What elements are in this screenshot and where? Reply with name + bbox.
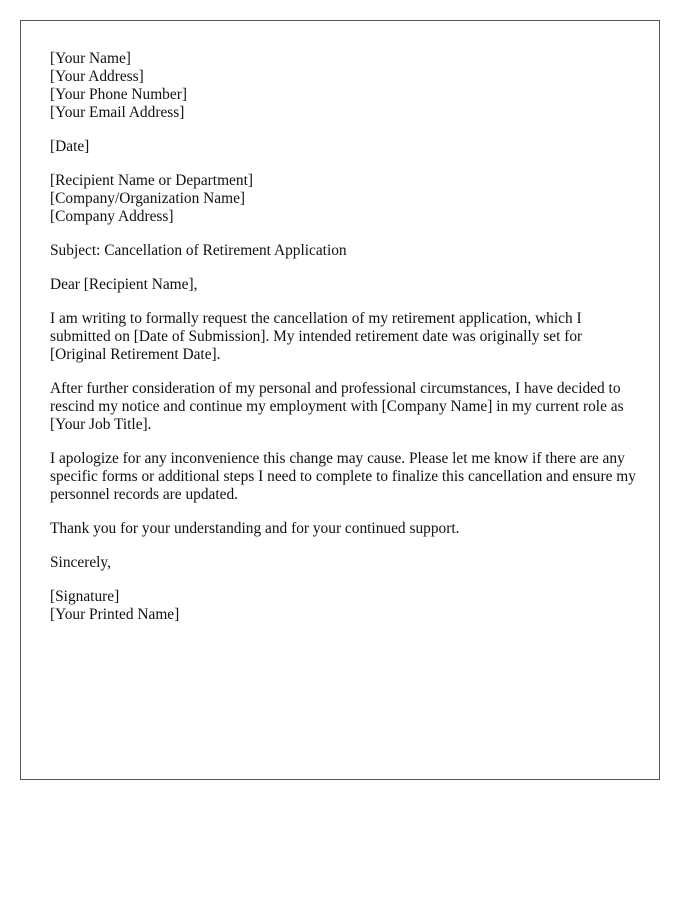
letter-body <box>50 50 640 640</box>
printed-name: [Your Printed Name] <box>50 606 180 623</box>
recipient-company: [Company/Organization Name] <box>50 190 246 207</box>
signature-block <box>50 588 640 624</box>
closing: Sincerely, <box>50 554 111 571</box>
body-paragraph-4: Thank you for your understanding and for your continued support. <box>50 520 460 537</box>
recipient-name: [Recipient Name or Department] <box>50 172 253 189</box>
letter-page <box>20 20 660 780</box>
sender-block <box>50 50 640 122</box>
body-paragraph-2: After further consideration of my personal and professional circumstances, I have decided to rescind my notice and continue my employment with [Company Name] in my current role as [Your Job Title]. <box>50 380 624 433</box>
sender-address: [Your Address] <box>50 68 144 85</box>
sender-name: [Your Name] <box>50 50 131 67</box>
subject-line: Subject: Cancellation of Retirement Application <box>50 242 347 259</box>
recipient-address: [Company Address] <box>50 208 174 225</box>
letter-date: [Date] <box>50 138 90 155</box>
body-paragraph-3: I apologize for any inconvenience this change may cause. Please let me know if there are any specific forms or additional steps I need to complete to finalize this cancellation and ensure my personnel records are updated. <box>50 450 636 503</box>
signature-placeholder: [Signature] <box>50 588 120 605</box>
sender-email: [Your Email Address] <box>50 104 185 121</box>
body-paragraph-1: I am writing to formally request the cancellation of my retirement application, which I submitted on [Date of Submission]. My intended retirement date was originally set for [Original Retirement Date]. <box>50 310 583 363</box>
salutation: Dear [Recipient Name], <box>50 276 198 293</box>
date-block <box>50 138 640 156</box>
sender-phone: [Your Phone Number] <box>50 86 187 103</box>
recipient-block <box>50 172 640 226</box>
